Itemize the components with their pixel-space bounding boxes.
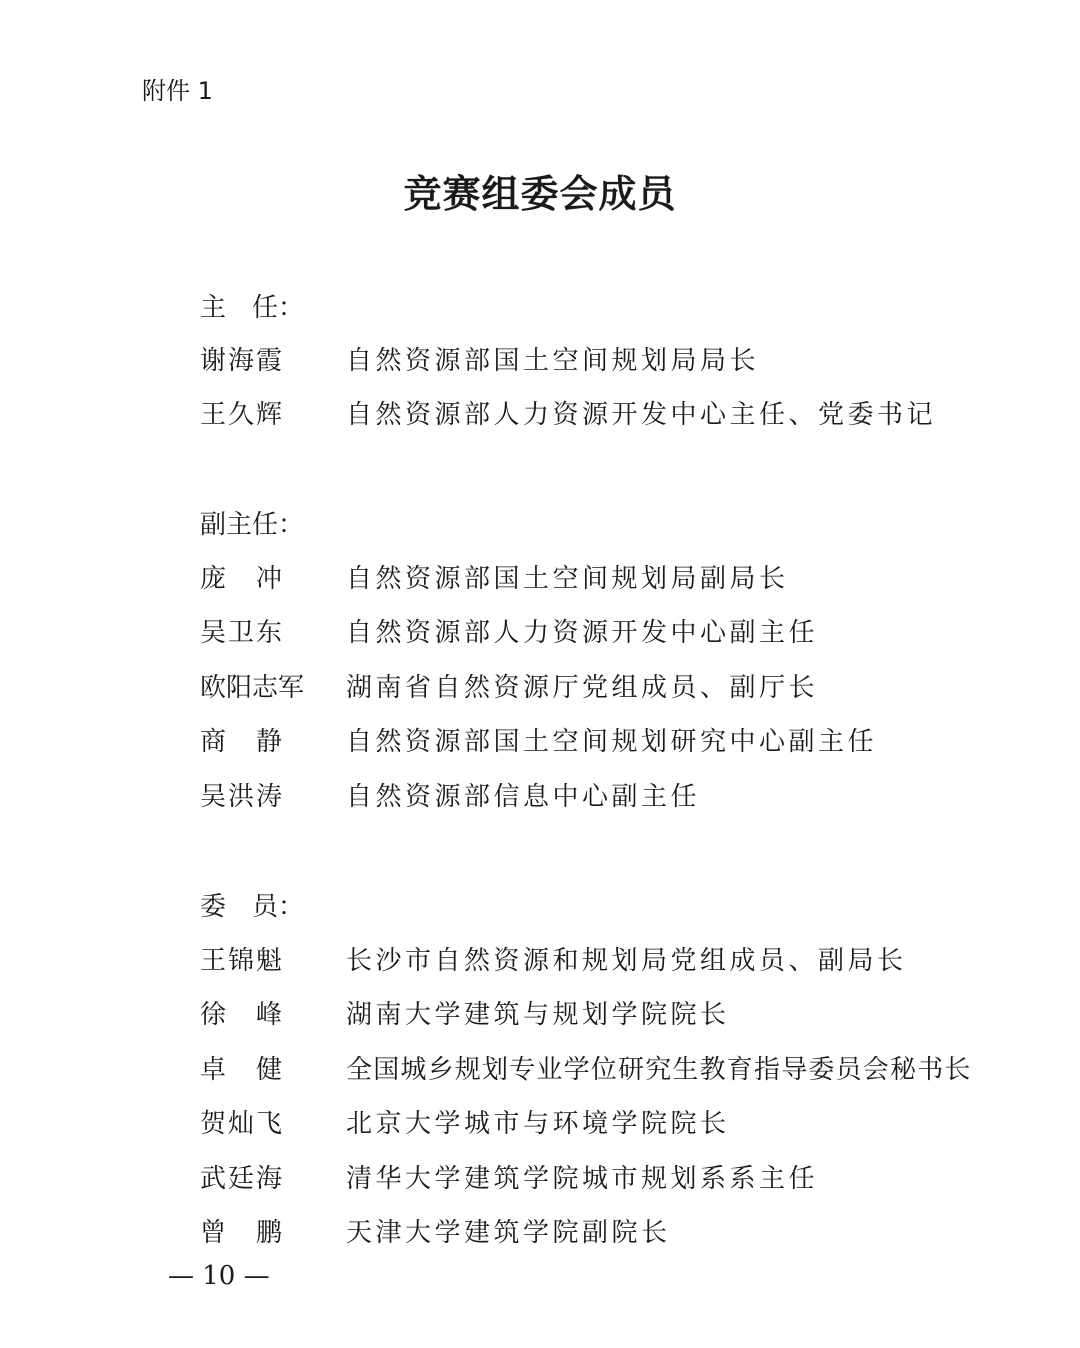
- member-name: 卓 健: [200, 1055, 285, 1085]
- member-row: [200, 721, 980, 763]
- member-name: 曾 鹏: [200, 1218, 285, 1248]
- member-name: 谢海霞: [200, 346, 285, 376]
- member-row: [200, 1049, 980, 1091]
- member-row: [200, 994, 980, 1036]
- member-role: 自然资源部信息中心副主任: [346, 782, 701, 812]
- member-name: 吴卫东: [200, 618, 285, 648]
- member-role: 北京大学城市与环境学院院长: [346, 1109, 730, 1139]
- member-role: 湖南省自然资源厅党组成员、副厅长: [346, 673, 819, 703]
- member-name: 贺灿飞: [200, 1109, 285, 1139]
- member-row: [200, 340, 980, 382]
- member-name: 庞 冲: [200, 564, 285, 594]
- member-row: [200, 940, 980, 982]
- member-name: 吴洪涛: [200, 782, 285, 812]
- member-row: [200, 1103, 980, 1145]
- member-role: 长沙市自然资源和规划局党组成员、副局长: [346, 946, 907, 976]
- member-row: [200, 1212, 980, 1254]
- member-role: 湖南大学建筑与规划学院院长: [346, 1000, 730, 1030]
- member-name: 徐 峰: [200, 1000, 285, 1030]
- member-row: [200, 667, 980, 709]
- attachment-label: 附件 1: [142, 77, 213, 105]
- member-role: 自然资源部国土空间规划局局长: [346, 346, 760, 376]
- member-name: 欧阳志军: [200, 673, 305, 703]
- member-name: 商 静: [200, 727, 285, 757]
- page-number: — 10 —: [168, 1261, 270, 1291]
- member-role: 自然资源部人力资源开发中心主任、党委书记: [346, 400, 937, 430]
- member-role: 全国城乡规划专业学位研究生教育指导委员会秘书长: [346, 1055, 972, 1085]
- member-row: [200, 1158, 980, 1200]
- section-heading-committee: 委 员：: [200, 892, 305, 922]
- member-role: 自然资源部国土空间规划局副局长: [346, 564, 789, 594]
- member-row: [200, 776, 980, 818]
- member-name: 王久辉: [200, 400, 285, 430]
- section-heading-vice-director: 副主任：: [200, 510, 305, 540]
- page-title: 竞赛组委会成员: [403, 171, 677, 216]
- member-row: [200, 394, 980, 436]
- member-row: [200, 612, 980, 654]
- member-name: 王锦魁: [200, 946, 285, 976]
- member-role: 自然资源部国土空间规划研究中心副主任: [346, 727, 878, 757]
- member-row: [200, 558, 980, 600]
- member-role: 天津大学建筑学院副院长: [346, 1218, 671, 1248]
- member-name: 武廷海: [200, 1164, 285, 1194]
- member-role: 清华大学建筑学院城市规划系系主任: [346, 1164, 819, 1194]
- section-heading-director: 主 任：: [200, 293, 305, 323]
- member-role: 自然资源部人力资源开发中心副主任: [346, 618, 819, 648]
